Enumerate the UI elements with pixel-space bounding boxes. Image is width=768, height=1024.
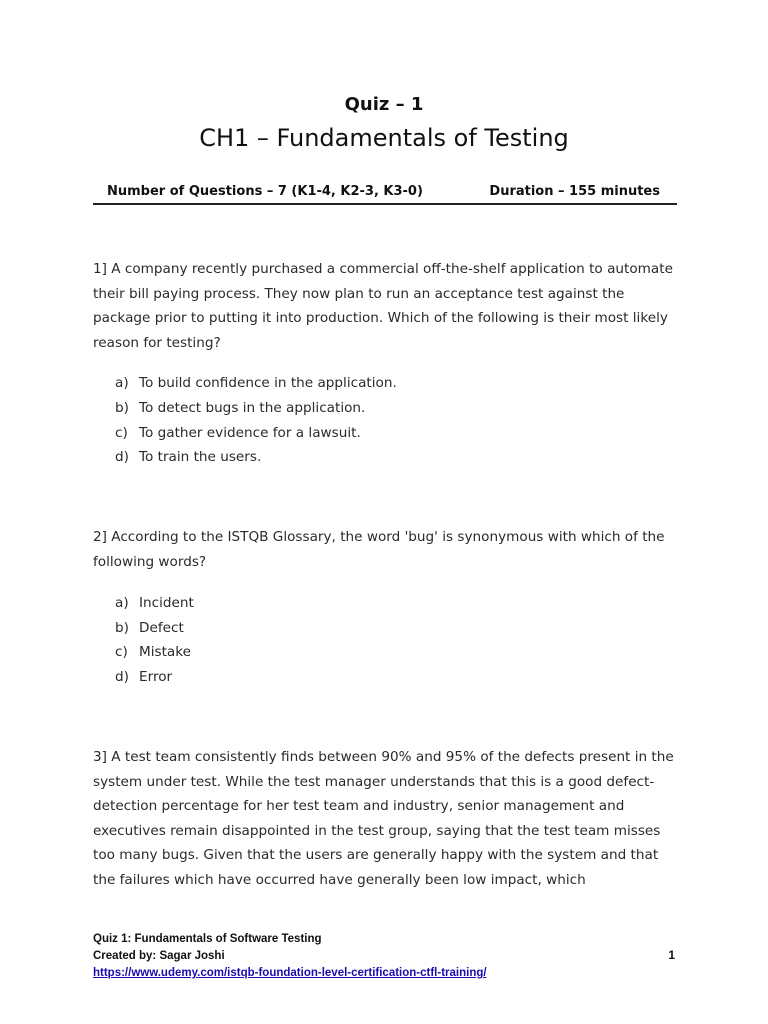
page-footer bbox=[93, 931, 677, 982]
option-a bbox=[93, 591, 677, 616]
footer-course-title: Quiz 1: Fundamentals of Software Testing bbox=[93, 933, 322, 945]
option-text: To train the users. bbox=[139, 449, 262, 466]
option-d bbox=[93, 445, 677, 470]
quiz-subtitle: Quiz – 1 bbox=[344, 94, 424, 115]
option-letter: a) bbox=[115, 595, 129, 612]
option-letter: d) bbox=[115, 668, 129, 685]
duration: Duration – 155 minutes bbox=[489, 184, 660, 199]
page-number: 1 bbox=[668, 948, 675, 962]
question-count: Number of Questions – 7 (K1-4, K2-3, K3-0) bbox=[107, 184, 423, 199]
option-text: To build confidence in the application. bbox=[139, 375, 397, 392]
option-letter: c) bbox=[115, 644, 128, 661]
question-text: 2] According to the ISTQB Glossary, the word 'bug' is synonymous with which of the following words? bbox=[93, 529, 665, 570]
option-text: Incident bbox=[139, 595, 194, 612]
option-text: Error bbox=[139, 668, 173, 685]
option-a bbox=[93, 371, 677, 396]
options-list bbox=[93, 371, 677, 469]
page-title: CH1 – Fundamentals of Testing bbox=[199, 124, 569, 152]
quiz-meta bbox=[93, 184, 677, 204]
option-letter: b) bbox=[115, 619, 129, 636]
option-c bbox=[93, 421, 677, 446]
option-text: To detect bugs in the application. bbox=[139, 399, 366, 416]
header-divider bbox=[93, 203, 677, 205]
footer-author: Created by: Sagar Joshi bbox=[93, 950, 225, 962]
option-text: Defect bbox=[139, 619, 184, 636]
question-2 bbox=[93, 525, 677, 690]
option-letter: a) bbox=[115, 375, 129, 392]
option-letter: b) bbox=[115, 399, 129, 416]
option-letter: c) bbox=[115, 424, 128, 441]
question-1 bbox=[93, 257, 677, 470]
footer-course-link[interactable]: https://www.udemy.com/istqb-foundation-level-certification-ctfl-training/ bbox=[93, 967, 487, 979]
option-b bbox=[93, 616, 677, 641]
question-text: 3] A test team consistently finds between 90% and 95% of the defects present in the system under test. While the test manager understands that this is a good defect-detection percentage for her test team and industry, senior management and executives remain disappointed in the test group, saying that the test team misses too many bugs. Given that the users are generally happy with the system and that the failures which have occurred have generally been low impact, which bbox=[93, 749, 674, 888]
question-text: 1] A company recently purchased a commercial off-the-shelf application to automate their bill paying process. They now plan to run an acceptance test against the package prior to putting it into production. Which of the following is their most likely reason for testing? bbox=[93, 261, 673, 351]
options-list bbox=[93, 591, 677, 689]
option-text: To gather evidence for a lawsuit. bbox=[139, 424, 361, 441]
option-c bbox=[93, 640, 677, 665]
option-text: Mistake bbox=[139, 644, 191, 661]
option-b bbox=[93, 396, 677, 421]
option-letter: d) bbox=[115, 449, 129, 466]
question-3 bbox=[93, 745, 677, 893]
option-d bbox=[93, 665, 677, 690]
